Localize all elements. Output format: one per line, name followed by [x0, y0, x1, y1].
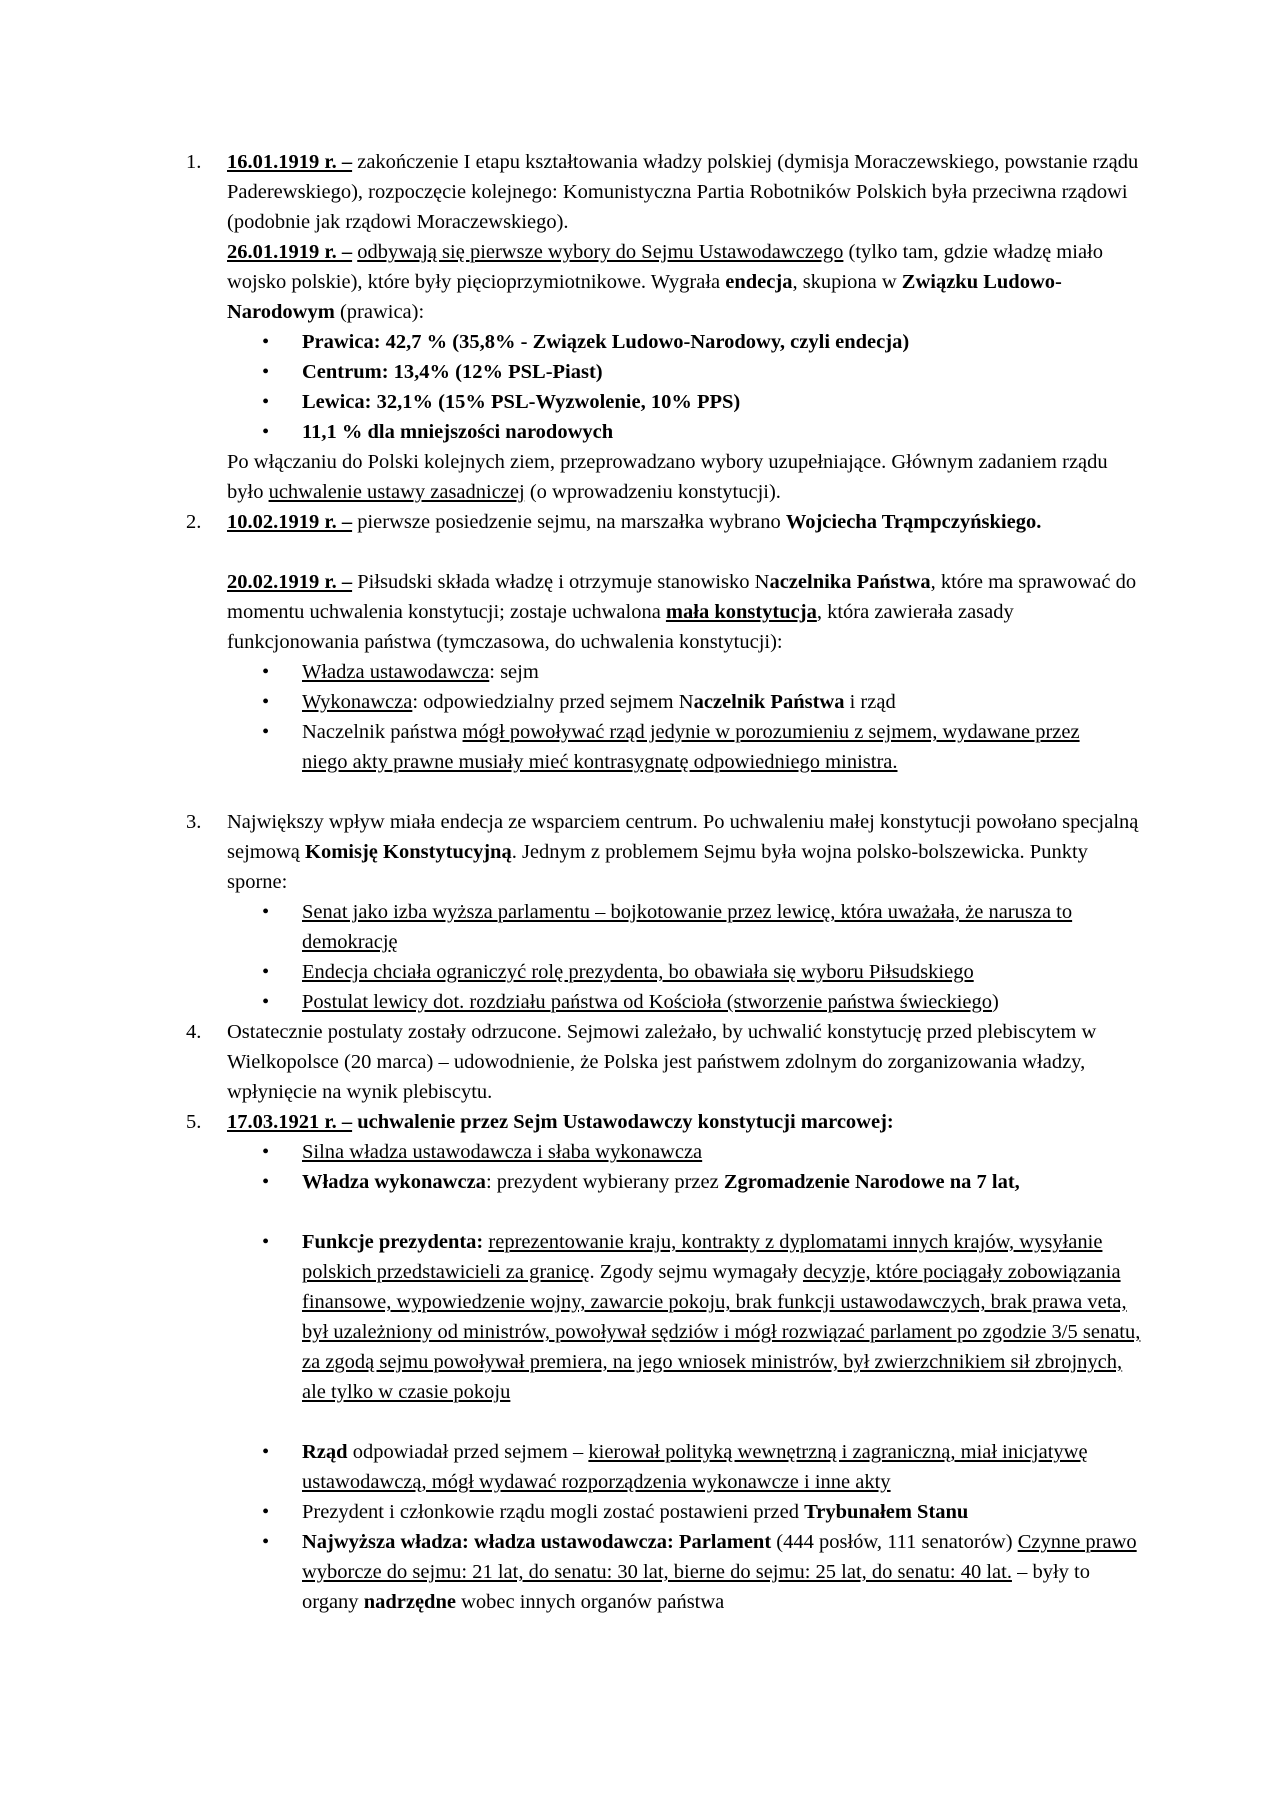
- bullet-icon: •: [262, 1441, 270, 1463]
- list-number: 4.: [186, 1021, 202, 1043]
- bullet-icon: •: [262, 1501, 270, 1523]
- list-item: Władza ustawodawcza: sejm: [302, 661, 539, 683]
- list-item: Senat jako izba wyższa parlamentu – bojkotowanie przez lewicę, która uważała, że narusza to demokrację: [302, 901, 1073, 953]
- list-item: Endecja chciała ograniczyć rolę prezydenta, bo obawiała się wyboru Piłsudskiego: [302, 961, 974, 983]
- bullet-icon: •: [262, 421, 270, 443]
- list-item: 11,1 % dla mniejszości narodowych: [302, 421, 614, 443]
- paragraph: 26.01.1919 r. – odbywają się pierwsze wybory do Sejmu Ustawodawczego (tylko tam, gdzie władzę miało wojsko polskie), które były pięcioprzymiotnikowe. Wygrała endecja, skupiona w Związku Ludowo-Narodowym (prawica):: [227, 241, 1103, 323]
- bullet-icon: •: [262, 1171, 270, 1193]
- list-item: Rząd odpowiadał przed sejmem – kierował polityką wewnętrzną i zagraniczną, miał inicjatywę ustawodawczą, mógł wydawać rozporządzenia wykonawcze i inne akty: [302, 1441, 1088, 1493]
- date: 20.02.1919 r. –: [227, 571, 353, 593]
- bullet-icon: •: [262, 1141, 270, 1163]
- list-number: 5.: [186, 1111, 202, 1133]
- bullet-icon: •: [262, 361, 270, 383]
- date: 10.02.1919 r. –: [227, 511, 353, 533]
- bullet-icon: •: [262, 901, 270, 923]
- date: 16.01.1919 r. –: [227, 151, 353, 173]
- bullet-icon: •: [262, 1531, 270, 1553]
- bullet-icon: •: [262, 991, 270, 1013]
- bullet-icon: •: [262, 661, 270, 683]
- list-number: 3.: [186, 811, 202, 833]
- date: 26.01.1919 r. –: [227, 241, 353, 263]
- list-number: 2.: [186, 511, 202, 533]
- list-item: Silna władza ustawodawcza i słaba wykonawcza: [302, 1141, 703, 1163]
- bullet-icon: •: [262, 391, 270, 413]
- paragraph: Po włączaniu do Polski kolejnych ziem, przeprowadzano wybory uzupełniające. Głównym zadaniem rządu było uchwalenie ustawy zasadniczej (o wprowadzeniu konstytucji).: [227, 451, 1108, 503]
- paragraph: 20.02.1919 r. – Piłsudski składa władzę i otrzymuje stanowisko Naczelnika Państwa, które ma sprawować do momentu uchwalenia konstytucji; zostaje uchwalona mała konstytucja, która zawierała zasady funkcjonowania państwa (tymczasowa, do uchwalenia konstytucji):: [227, 571, 1137, 653]
- list-item: Funkcje prezydenta: reprezentowanie kraju, kontrakty z dyplomatami innych krajów, wysyłanie polskich przedstawicieli za granicę. Zgody sejmu wymagały decyzje, które pociągały zobowiązania finansowe, wypowiedzenie wojny, zawarcie pokoju, brak funkcji ustawodawczych, brak prawa veta, był uzależniony od ministrów, powoływał sędziów i mógł rozwiązać parlament po zgodzie 3/5 senatu, za zgodą sejmu powoływał premiera, na jego wniosek ministrów, był zwierzchnikiem sił zbrojnych, ale tylko w czasie pokoju: [302, 1231, 1141, 1403]
- bullet-icon: •: [262, 1231, 270, 1253]
- list-item: Naczelnik państwa mógł powoływać rząd jedynie w porozumieniu z sejmem, wydawane przez niego akty prawne musiały mieć kontrasygnatę odpowiedniego ministra.: [302, 721, 1080, 773]
- paragraph: 16.01.1919 r. – zakończenie I etapu kształtowania władzy polskiej (dymisja Moraczewskiego, powstanie rządu Paderewskiego), rozpoczęcie kolejnego: Komunistyczna Partia Robotników Polskich była przeciwna rządowi (podobnie jak rządowi Moraczewskiego).: [227, 151, 1139, 233]
- list-item: Centrum: 13,4% (12% PSL-Piast): [302, 361, 603, 383]
- bullet-icon: •: [262, 961, 270, 983]
- list-item: Najwyższa władza: władza ustawodawcza: Parlament (444 posłów, 111 senatorów) Czynne prawo wyborcze do sejmu: 21 lat, do senatu: 30 lat, bierne do sejmu: 25 lat, do senatu: 40 lat. – były to organy nadrzędne wobec innych organów państwa: [302, 1531, 1137, 1613]
- list-item: Prawica: 42,7 % (35,8% - Związek Ludowo-Narodowy, czyli endecja): [302, 331, 910, 353]
- list-item: Lewica: 32,1% (15% PSL-Wyzwolenie, 10% PPS): [302, 391, 741, 413]
- list-item: Postulat lewicy dot. rozdziału państwa od Kościoła (stworzenie państwa świeckiego): [302, 991, 999, 1013]
- paragraph: Ostatecznie postulaty zostały odrzucone. Sejmowi zależało, by uchwalić konstytucję przed plebiscytem w Wielkopolsce (20 marca) – udowodnienie, że Polska jest państwem zdolnym do zorganizowania władzy, wpłynięcie na wynik plebiscytu.: [227, 1021, 1097, 1103]
- paragraph: 10.02.1919 r. – pierwsze posiedzenie sejmu, na marszałka wybrano Wojciecha Trąmpczyńskiego.: [227, 511, 1042, 533]
- bullet-icon: •: [262, 691, 270, 713]
- list-number: 1.: [186, 151, 202, 173]
- list-item: Prezydent i członkowie rządu mogli zostać postawieni przed Trybunałem Stanu: [302, 1501, 969, 1523]
- date: 17.03.1921 r. –: [227, 1111, 353, 1133]
- paragraph: Największy wpływ miała endecja ze wsparciem centrum. Po uchwaleniu małej konstytucji powołano specjalną sejmową Komisję Konstytucyjną. Jednym z problemem Sejmu była wojna polsko-bolszewicka. Punkty sporne:: [227, 811, 1139, 893]
- list-item: Władza wykonawcza: prezydent wybierany przez Zgromadzenie Narodowe na 7 lat,: [302, 1171, 1020, 1193]
- list-item: Wykonawcza: odpowiedzialny przed sejmem Naczelnik Państwa i rząd: [302, 691, 896, 713]
- paragraph: 17.03.1921 r. – uchwalenie przez Sejm Ustawodawczy konstytucji marcowej:: [227, 1111, 894, 1133]
- bullet-icon: •: [262, 331, 270, 353]
- bullet-icon: •: [262, 721, 270, 743]
